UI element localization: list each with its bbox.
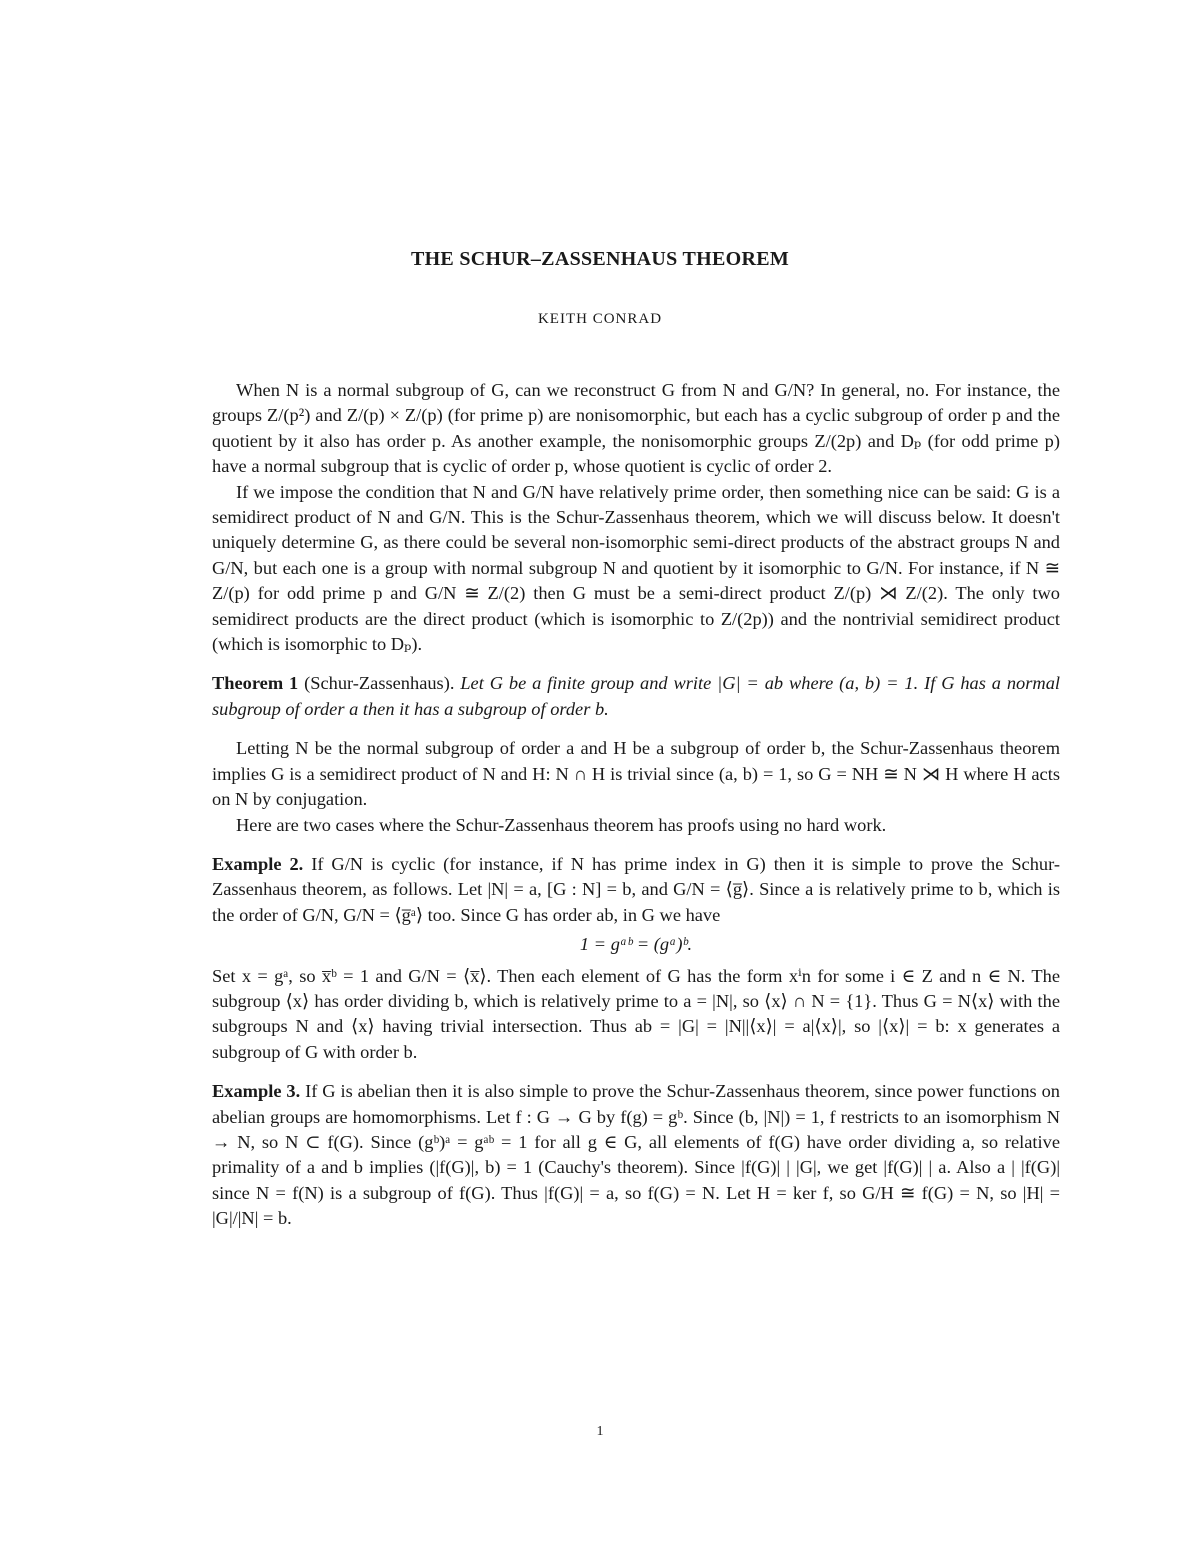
page-number: 1 [596,1424,604,1439]
example-3 [212,1079,1060,1231]
theorem-1-name: (Schur-Zassenhaus). [304,673,455,694]
paragraph-intro: When N is a normal subgroup of G, can we reconstruct G from N and G/N? In general, no. For instance, the groups Z/(p²) and Z/(p) × Z/(p) (for prime p) are nonisomorphic, but each has a cyclic subgroup of order p and the quotient by it also has order p. As another example, the nonisomorphic groups Z/(2p) and Dₚ (for odd prime p) have a normal subgroup that is cyclic of order p, whose quotient is cyclic of order 2. [212,380,1060,477]
theorem-1-label: Theorem 1 [212,673,299,694]
example-2-continuation: Set x = gᵃ, so x̅ᵇ = 1 and G/N = ⟨x̅⟩. Then each element of G has the form xⁱn for some i ∈ Z and n ∈ N. The subgroup ⟨x⟩ has order dividing b, which is relatively prime to a = |N|, so ⟨x⟩ ∩ N = {1}. Thus G = N⟨x⟩ with the subgroups N and ⟨x⟩ having trivial intersection. Thus ab = |G| = |N||⟨x⟩| = a|⟨x⟩|, so |⟨x⟩| = b: x generates a subgroup of G with order b. [212,965,1060,1062]
paragraph-condition: If we impose the condition that N and G/N have relatively prime order, then something nice can be said: G is a semidirect product of N and G/N. This is the Schur-Zassenhaus theorem, which we will discuss below. It doesn't uniquely determine G, as there could be several non-isomorphic semi-direct products of the abstract groups N and G/N, but each one is a group with normal subgroup N and quotient by it isomorphic to G/N. For instance, if N ≅ Z/(p) for odd prime p and G/N ≅ Z/(2) then G must be a semi-direct product Z/(p) ⋊ Z/(2). The only two semidirect products are the direct product (which is isomorphic to Z/(2p)) and the nontrivial semidirect product (which is isomorphic to Dₚ). [212,481,1060,655]
paper-title: THE SCHUR–ZASSENHAUS THEOREM [410,248,790,270]
example-3-text: If G is abelian then it is also simple to prove the Schur-Zassenhaus theorem, since power functions on abelian groups are homomorphisms. Let f : G → G by f(g) = gᵇ. Since (b, |N|) = 1, f restricts to an isomorphism N → N, so N ⊂ f(G). Since (gᵇ)ᵃ = gᵃᵇ = 1 for all g ∈ G, all elements of f(G) have order dividing a, so relative primality of a and b implies (|f(G)|, b) = 1 (Cauchy's theorem). Since |f(G)| | |G|, we get |f(G)| | a. Also a | |f(G)| since N = f(N) is a subgroup of f(G). Thus |f(G)| = a, so f(G) = N. Let H = ker f, so G/H ≅ f(G) = N, so |H| = |G|/|N| = b. [212,1081,1060,1229]
example-2-text: If G/N is cyclic (for instance, if N has prime index in G) then it is simple to prove the Schur-Zassenhaus theorem, as follows. Let |N| = a, [G : N] = b, and G/N = ⟨g̅⟩. Since a is relatively prime to b, which is the order of G/N, G/N = ⟨g̅ᵃ⟩ too. Since G has order ab, in G we have [212,853,1060,925]
display-equation: 1 = gᵃᵇ = (gᵃ)ᵇ. [579,934,693,955]
theorem-1 [212,671,1060,722]
example-2-label: Example 2. [212,853,304,874]
example-3-label: Example 3. [212,1081,301,1102]
author-name: KEITH CONRAD [537,311,663,327]
example-2 [212,852,1060,928]
paper-body [212,378,1060,1232]
paragraph-semidirect: Letting N be the normal subgroup of order a and H be a subgroup of order b, the Schur-Zassenhaus theorem implies G is a semidirect product of N and H: N ∩ H is trivial since (a, b) = 1, so G = NH ≅ N ⋊ H where H acts on N by conjugation. [212,738,1060,810]
paragraph-two-cases: Here are two cases where the Schur-Zassenhaus theorem has proofs using no hard work. [236,814,887,835]
theorem-1-statement: Let G be a finite group and write |G| = ab where (a, b) = 1. If G has a normal subgroup of order a then it has a subgroup of order b. [212,673,1060,719]
